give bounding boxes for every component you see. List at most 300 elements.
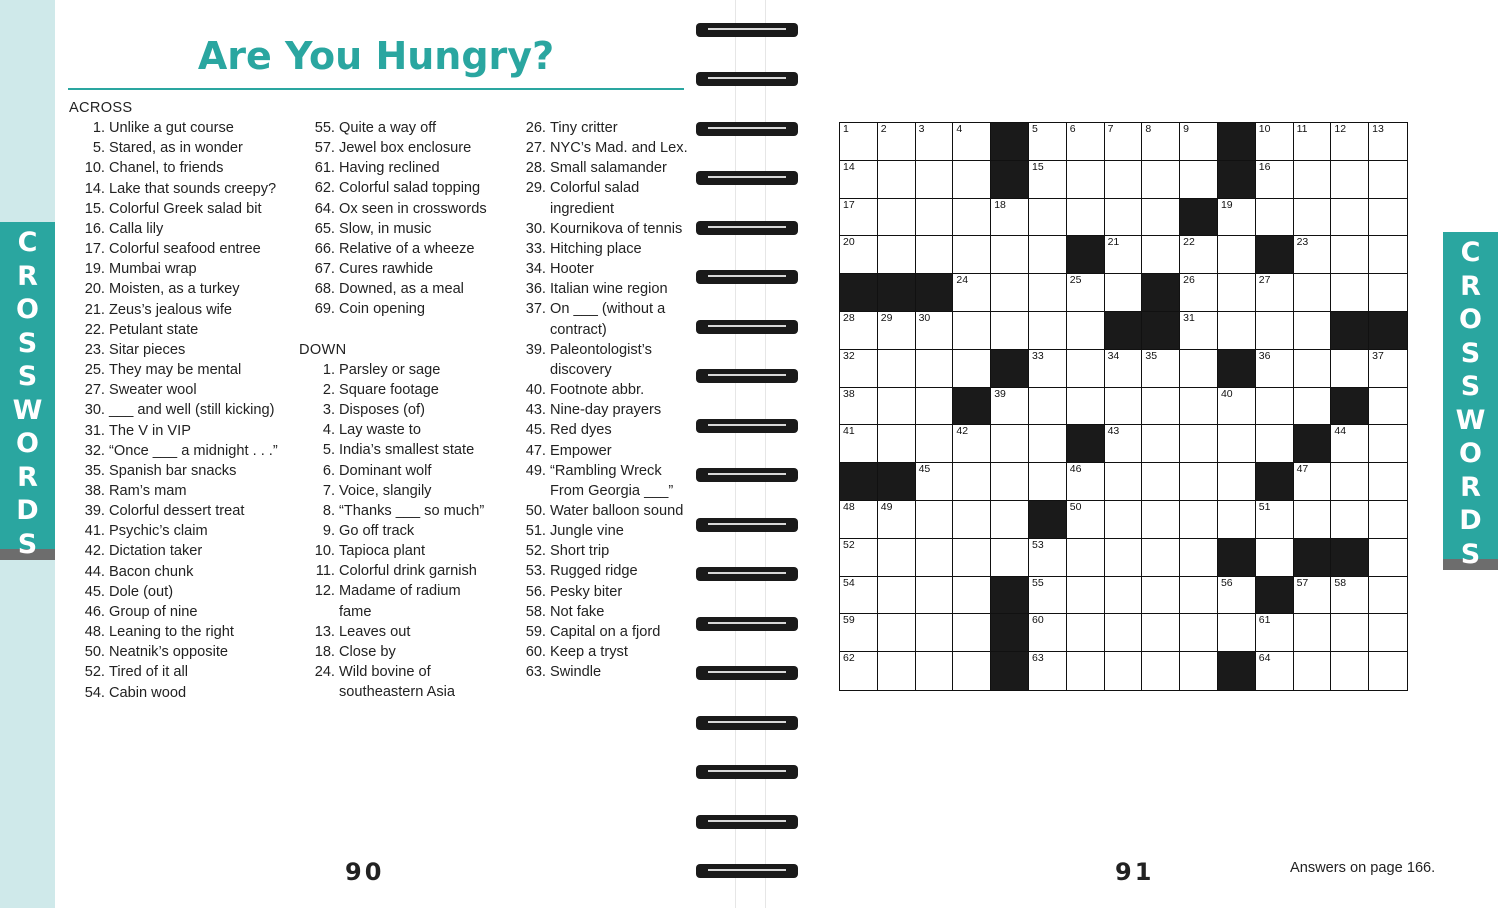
grid-cell[interactable]: [916, 425, 954, 463]
grid-cell[interactable]: [1294, 236, 1332, 274]
grid-cell[interactable]: [953, 161, 991, 199]
grid-cell[interactable]: [1067, 274, 1105, 312]
down-clue[interactable]: [510, 622, 695, 642]
grid-cell[interactable]: [953, 236, 991, 274]
grid-cell[interactable]: [1029, 312, 1067, 350]
down-clue[interactable]: [510, 239, 695, 259]
grid-cell[interactable]: [953, 350, 991, 388]
grid-cell[interactable]: [991, 274, 1029, 312]
across-clue[interactable]: [69, 602, 294, 622]
grid-cell[interactable]: [1105, 501, 1143, 539]
grid-cell[interactable]: [1142, 236, 1180, 274]
grid-cell[interactable]: [840, 614, 878, 652]
side-tab-letter: O: [16, 428, 39, 459]
grid-cell[interactable]: [1067, 312, 1105, 350]
grid-cell[interactable]: [1294, 312, 1332, 350]
spiral-ring-bar: [696, 716, 798, 730]
grid-cell[interactable]: [1067, 199, 1105, 237]
across-clue[interactable]: [69, 279, 294, 299]
grid-cell[interactable]: [1142, 539, 1180, 577]
grid-cell[interactable]: [1369, 236, 1407, 274]
grid-cell[interactable]: [1218, 274, 1256, 312]
grid-cell[interactable]: [1369, 463, 1407, 501]
down-clue[interactable]: [510, 501, 695, 521]
across-clue[interactable]: [69, 461, 294, 481]
grid-cell[interactable]: [1294, 614, 1332, 652]
grid-cell[interactable]: [1256, 123, 1294, 161]
across-clue[interactable]: [69, 380, 294, 400]
clue-text: Colorful drink garnish: [339, 563, 477, 580]
down-clue[interactable]: [299, 400, 504, 420]
grid-cell[interactable]: [991, 312, 1029, 350]
grid-cell[interactable]: [916, 539, 954, 577]
grid-cell[interactable]: [916, 312, 954, 350]
grid-cell[interactable]: [1369, 161, 1407, 199]
grid-cell[interactable]: [1180, 123, 1218, 161]
grid-cell[interactable]: [1331, 577, 1369, 615]
grid-cell[interactable]: [1369, 501, 1407, 539]
grid-cell[interactable]: [1256, 274, 1294, 312]
grid-cell[interactable]: [878, 425, 916, 463]
grid-cell[interactable]: [1331, 161, 1369, 199]
grid-cell[interactable]: [953, 501, 991, 539]
grid-cell[interactable]: [1105, 577, 1143, 615]
grid-cell[interactable]: [840, 312, 878, 350]
grid-cell[interactable]: [1294, 350, 1332, 388]
grid-cell[interactable]: [1067, 388, 1105, 426]
grid-cell[interactable]: [1180, 652, 1218, 690]
grid-cell[interactable]: [840, 539, 878, 577]
across-clue[interactable]: [299, 118, 504, 138]
grid-cell[interactable]: [991, 539, 1029, 577]
grid-cell[interactable]: [991, 425, 1029, 463]
across-clue[interactable]: [69, 683, 294, 703]
down-clue[interactable]: [510, 582, 695, 602]
across-clue[interactable]: [69, 320, 294, 340]
grid-cell[interactable]: [1218, 614, 1256, 652]
down-clue[interactable]: [299, 461, 504, 481]
grid-cell[interactable]: [1331, 199, 1369, 237]
across-clue[interactable]: [69, 582, 294, 602]
grid-cell-number: 50: [1069, 500, 1082, 513]
side-tab-crosswords: [1443, 232, 1498, 570]
grid-cell[interactable]: [878, 199, 916, 237]
across-clue[interactable]: [69, 158, 294, 178]
clue-number: 12.: [314, 583, 335, 600]
grid-cell[interactable]: [878, 577, 916, 615]
grid-cell[interactable]: [1294, 199, 1332, 237]
grid-cell[interactable]: [1105, 199, 1143, 237]
down-clue[interactable]: [510, 521, 695, 541]
grid-cell[interactable]: [1105, 388, 1143, 426]
grid-cell[interactable]: [1369, 577, 1407, 615]
down-clue[interactable]: [510, 400, 695, 420]
down-clue[interactable]: [299, 521, 504, 541]
grid-cell[interactable]: [1067, 614, 1105, 652]
grid-cell[interactable]: [953, 425, 991, 463]
grid-cell[interactable]: [878, 312, 916, 350]
clue-number: 52.: [84, 664, 105, 681]
grid-cell[interactable]: [1142, 652, 1180, 690]
down-clue[interactable]: [299, 662, 504, 702]
down-clue[interactable]: [299, 541, 504, 561]
grid-cell[interactable]: [1029, 577, 1067, 615]
clue-text: Hooter: [550, 261, 594, 278]
down-clue[interactable]: [299, 622, 504, 642]
down-clue[interactable]: [510, 461, 695, 501]
down-clue[interactable]: [299, 501, 504, 521]
across-clue[interactable]: [69, 360, 294, 380]
grid-cell[interactable]: [1294, 123, 1332, 161]
down-clue[interactable]: [299, 642, 504, 662]
grid-cell[interactable]: [1029, 539, 1067, 577]
grid-cell[interactable]: [1180, 614, 1218, 652]
grid-cell[interactable]: [916, 199, 954, 237]
grid-cell[interactable]: [1369, 614, 1407, 652]
grid-cell[interactable]: [1142, 501, 1180, 539]
grid-cell[interactable]: [878, 161, 916, 199]
across-clue[interactable]: [69, 300, 294, 320]
grid-cell[interactable]: [1256, 425, 1294, 463]
across-clue[interactable]: [69, 219, 294, 239]
grid-cell[interactable]: [1105, 123, 1143, 161]
across-clue[interactable]: [69, 179, 294, 199]
grid-cell[interactable]: [1369, 425, 1407, 463]
grid-cell[interactable]: [1256, 652, 1294, 690]
down-clue[interactable]: [299, 561, 504, 581]
grid-cell[interactable]: [1142, 614, 1180, 652]
grid-cell-number: 3: [918, 123, 925, 135]
grid-cell[interactable]: [1294, 501, 1332, 539]
grid-cell[interactable]: [1142, 199, 1180, 237]
across-clue[interactable]: [299, 239, 504, 259]
clue-number: 65.: [314, 220, 335, 237]
down-clue[interactable]: [510, 380, 695, 400]
grid-cell[interactable]: [840, 350, 878, 388]
across-clue[interactable]: [69, 521, 294, 541]
grid-cell[interactable]: [1105, 274, 1143, 312]
grid-cell[interactable]: [953, 652, 991, 690]
down-clue[interactable]: [510, 441, 695, 461]
across-clue[interactable]: [69, 501, 294, 521]
grid-cell[interactable]: [1142, 463, 1180, 501]
grid-cell[interactable]: [1331, 274, 1369, 312]
across-clue[interactable]: [299, 259, 504, 279]
grid-cell[interactable]: [1067, 501, 1105, 539]
grid-cell[interactable]: [991, 236, 1029, 274]
grid-cell[interactable]: [1029, 614, 1067, 652]
grid-cell[interactable]: [916, 577, 954, 615]
across-clue[interactable]: [69, 421, 294, 441]
across-clue[interactable]: [299, 178, 504, 198]
grid-cell[interactable]: [1218, 577, 1256, 615]
grid-cell[interactable]: [1105, 236, 1143, 274]
grid-cell[interactable]: [1067, 350, 1105, 388]
grid-cell[interactable]: [1256, 388, 1294, 426]
across-clue[interactable]: [299, 219, 504, 239]
grid-cell[interactable]: [1256, 312, 1294, 350]
grid-cell[interactable]: [1067, 123, 1105, 161]
side-tab-letter: S: [17, 327, 38, 359]
grid-cell[interactable]: [840, 652, 878, 690]
grid-cell[interactable]: [916, 652, 954, 690]
grid-cell[interactable]: [1180, 274, 1218, 312]
grid-cell[interactable]: [1369, 199, 1407, 237]
across-clue[interactable]: [69, 340, 294, 360]
grid-cell[interactable]: [1105, 539, 1143, 577]
grid-cell-number: 54: [843, 576, 855, 589]
grid-block: [1067, 236, 1105, 274]
grid-cell[interactable]: [953, 312, 991, 350]
across-clue[interactable]: [69, 622, 294, 642]
grid-cell[interactable]: [953, 123, 991, 161]
clue-text: Nine-day prayers: [550, 402, 662, 419]
grid-cell[interactable]: [840, 425, 878, 463]
grid-cell[interactable]: [1029, 388, 1067, 426]
down-clue[interactable]: [510, 158, 695, 178]
down-clue[interactable]: [510, 642, 695, 662]
grid-cell[interactable]: [840, 199, 878, 237]
grid-cell[interactable]: [1369, 123, 1407, 161]
grid-cell[interactable]: [878, 123, 916, 161]
grid-cell[interactable]: [916, 463, 954, 501]
grid-cell[interactable]: [1067, 539, 1105, 577]
down-clue[interactable]: [510, 118, 695, 138]
down-clue[interactable]: [510, 420, 695, 440]
across-clue[interactable]: [299, 138, 504, 158]
spiral-ring: [696, 465, 798, 485]
side-tab-letter: D: [16, 495, 39, 526]
across-clue[interactable]: [299, 279, 504, 299]
grid-cell[interactable]: [1029, 463, 1067, 501]
grid-cell[interactable]: [840, 123, 878, 161]
spiral-ring: [696, 614, 798, 634]
across-clue[interactable]: [299, 158, 504, 178]
grid-cell[interactable]: [1142, 425, 1180, 463]
grid-cell[interactable]: [1180, 539, 1218, 577]
grid-cell[interactable]: [991, 388, 1029, 426]
grid-cell[interactable]: [840, 577, 878, 615]
grid-cell[interactable]: [1218, 199, 1256, 237]
grid-cell[interactable]: [1369, 350, 1407, 388]
across-clue[interactable]: [299, 299, 504, 319]
grid-cell[interactable]: [916, 350, 954, 388]
grid-cell[interactable]: [840, 388, 878, 426]
down-clue[interactable]: [299, 360, 504, 380]
grid-cell[interactable]: [1369, 539, 1407, 577]
down-clue[interactable]: [299, 420, 504, 440]
grid-cell[interactable]: [878, 652, 916, 690]
grid-cell[interactable]: [953, 463, 991, 501]
grid-cell[interactable]: [840, 161, 878, 199]
grid-cell[interactable]: [1029, 123, 1067, 161]
grid-cell[interactable]: [1331, 236, 1369, 274]
spiral-ring-bar: [696, 320, 798, 334]
clue-text: Paleontologist’s discovery: [550, 341, 652, 378]
grid-cell[interactable]: [1105, 161, 1143, 199]
grid-cell[interactable]: [1331, 425, 1369, 463]
grid-cell[interactable]: [916, 388, 954, 426]
grid-cell-number: 12: [1334, 123, 1347, 135]
grid-cell[interactable]: [1180, 161, 1218, 199]
grid-cell[interactable]: [1180, 501, 1218, 539]
down-clue[interactable]: [510, 299, 695, 339]
grid-cell[interactable]: [1105, 425, 1143, 463]
grid-cell[interactable]: [1180, 425, 1218, 463]
grid-cell[interactable]: [1331, 652, 1369, 690]
grid-cell[interactable]: [1331, 463, 1369, 501]
down-clue[interactable]: [299, 440, 504, 460]
grid-cell[interactable]: [1294, 577, 1332, 615]
grid-cell[interactable]: [840, 236, 878, 274]
down-clue[interactable]: [510, 219, 695, 239]
grid-cell[interactable]: [1029, 236, 1067, 274]
grid-cell[interactable]: [1256, 501, 1294, 539]
grid-cell[interactable]: [1331, 501, 1369, 539]
across-clue[interactable]: [69, 642, 294, 662]
grid-cell[interactable]: [916, 236, 954, 274]
down-clue[interactable]: [299, 380, 504, 400]
across-clue[interactable]: [299, 199, 504, 219]
grid-cell[interactable]: [953, 274, 991, 312]
across-clue[interactable]: [69, 199, 294, 219]
grid-cell[interactable]: [916, 123, 954, 161]
side-tab-letter: S: [1460, 337, 1481, 369]
grid-cell[interactable]: [878, 350, 916, 388]
grid-cell[interactable]: [1180, 236, 1218, 274]
clue-text: Colorful seafood entree: [109, 241, 261, 258]
grid-cell[interactable]: [1256, 161, 1294, 199]
across-clue[interactable]: [69, 441, 294, 461]
grid-cell[interactable]: [1105, 350, 1143, 388]
grid-cell[interactable]: [1369, 652, 1407, 690]
grid-cell[interactable]: [878, 501, 916, 539]
down-clue[interactable]: [510, 602, 695, 622]
grid-cell[interactable]: [878, 236, 916, 274]
across-clue[interactable]: [69, 481, 294, 501]
grid-cell[interactable]: [991, 199, 1029, 237]
clue-text: Italian wine region: [550, 281, 668, 298]
grid-cell[interactable]: [1067, 463, 1105, 501]
grid-cell[interactable]: [1029, 161, 1067, 199]
grid-cell[interactable]: [1180, 350, 1218, 388]
grid-cell[interactable]: [916, 501, 954, 539]
grid-cell[interactable]: [1180, 312, 1218, 350]
grid-cell[interactable]: [953, 199, 991, 237]
grid-cell[interactable]: [1029, 425, 1067, 463]
grid-cell[interactable]: [953, 577, 991, 615]
across-clue[interactable]: [69, 400, 294, 420]
grid-cell[interactable]: [991, 501, 1029, 539]
grid-cell[interactable]: [1180, 463, 1218, 501]
down-clue[interactable]: [510, 178, 695, 218]
grid-block: [1218, 350, 1256, 388]
grid-cell[interactable]: [878, 614, 916, 652]
grid-cell[interactable]: [953, 614, 991, 652]
grid-cell[interactable]: [1218, 425, 1256, 463]
grid-cell[interactable]: [1029, 274, 1067, 312]
grid-cell[interactable]: [1331, 123, 1369, 161]
grid-cell[interactable]: [1218, 388, 1256, 426]
grid-cell[interactable]: [1218, 501, 1256, 539]
grid-cell[interactable]: [1067, 652, 1105, 690]
grid-cell[interactable]: [1142, 577, 1180, 615]
grid-cell[interactable]: [878, 388, 916, 426]
grid-cell[interactable]: [916, 161, 954, 199]
down-clue[interactable]: [510, 662, 695, 682]
grid-cell[interactable]: [1142, 388, 1180, 426]
grid-cell[interactable]: [1294, 652, 1332, 690]
grid-cell[interactable]: [1180, 577, 1218, 615]
grid-cell[interactable]: [1331, 614, 1369, 652]
grid-cell[interactable]: [1142, 161, 1180, 199]
grid-cell[interactable]: [878, 539, 916, 577]
grid-cell[interactable]: [1369, 274, 1407, 312]
across-clue[interactable]: [69, 138, 294, 158]
across-clue[interactable]: [69, 259, 294, 279]
grid-cell[interactable]: [1105, 652, 1143, 690]
grid-cell[interactable]: [840, 501, 878, 539]
down-clue[interactable]: [299, 581, 504, 621]
grid-cell[interactable]: [1294, 388, 1332, 426]
grid-cell[interactable]: [1067, 577, 1105, 615]
down-clue[interactable]: [510, 138, 695, 158]
down-clue[interactable]: [299, 481, 504, 501]
clue-number: 54.: [84, 684, 105, 701]
grid-cell[interactable]: [1105, 463, 1143, 501]
grid-cell[interactable]: [991, 463, 1029, 501]
grid-cell[interactable]: [1256, 350, 1294, 388]
down-clue[interactable]: [510, 259, 695, 279]
grid-cell[interactable]: [1256, 199, 1294, 237]
grid-cell[interactable]: [1029, 652, 1067, 690]
down-clue[interactable]: [510, 279, 695, 299]
grid-cell[interactable]: [1105, 614, 1143, 652]
grid-cell[interactable]: [1029, 350, 1067, 388]
grid-cell[interactable]: [1218, 463, 1256, 501]
grid-cell[interactable]: [1218, 312, 1256, 350]
across-clue[interactable]: [69, 239, 294, 259]
grid-cell[interactable]: [1331, 350, 1369, 388]
grid-cell[interactable]: [1294, 274, 1332, 312]
clue-number: 52.: [525, 543, 546, 560]
clue-text: Wild bovine of southeastern Asia: [339, 664, 456, 701]
grid-cell[interactable]: [916, 614, 954, 652]
grid-cell[interactable]: [1029, 199, 1067, 237]
grid-cell[interactable]: [1369, 388, 1407, 426]
down-clue[interactable]: [510, 340, 695, 380]
grid-cell[interactable]: [1142, 123, 1180, 161]
grid-cell[interactable]: [1067, 161, 1105, 199]
across-clue[interactable]: [69, 541, 294, 561]
crossword-grid[interactable]: [839, 122, 1408, 691]
grid-cell[interactable]: [1294, 463, 1332, 501]
grid-cell[interactable]: [1218, 236, 1256, 274]
spiral-ring: [696, 317, 798, 337]
clue-text: The V in VIP: [109, 422, 191, 439]
across-clue[interactable]: [69, 562, 294, 582]
grid-cell[interactable]: [1294, 161, 1332, 199]
grid-cell[interactable]: [1180, 388, 1218, 426]
grid-cell[interactable]: [953, 539, 991, 577]
grid-cell[interactable]: [1256, 614, 1294, 652]
across-clue[interactable]: [69, 662, 294, 682]
grid-cell[interactable]: [1256, 539, 1294, 577]
across-clue[interactable]: [69, 118, 294, 138]
grid-cell[interactable]: [1142, 350, 1180, 388]
down-clue[interactable]: [510, 541, 695, 561]
down-clue[interactable]: [510, 561, 695, 581]
